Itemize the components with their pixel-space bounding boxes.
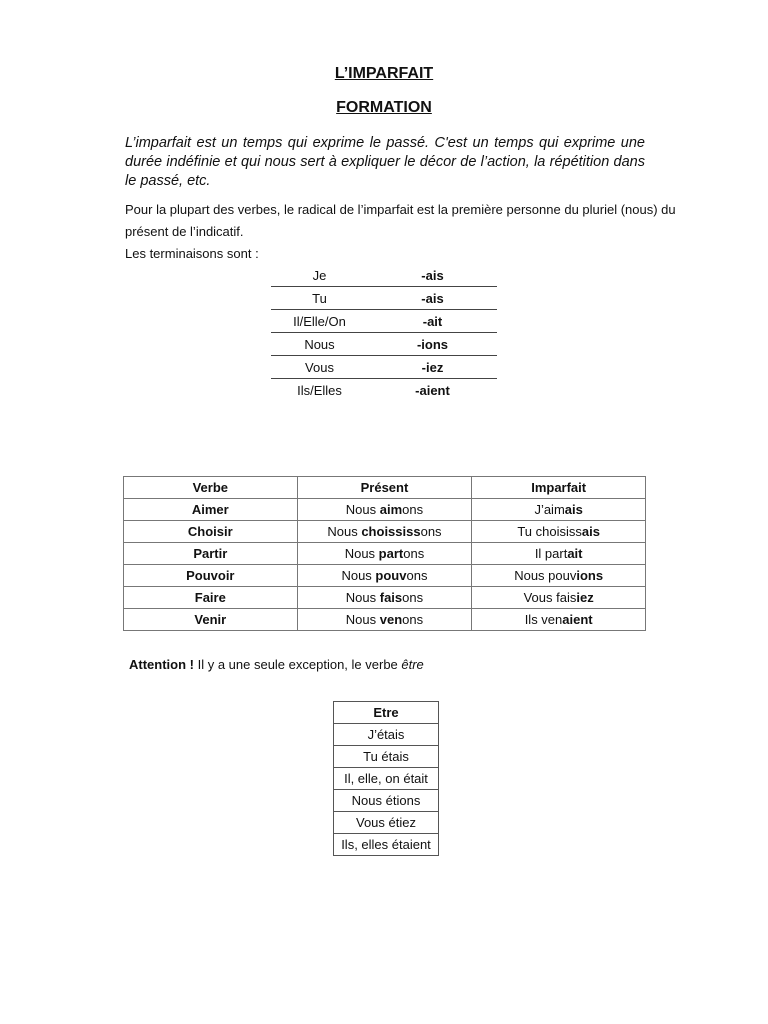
pronoun-cell: Nous [271, 333, 368, 356]
column-header-present: Présent [297, 477, 472, 499]
stem-highlight: aient [562, 612, 593, 627]
text-segment: ons [420, 524, 442, 539]
stem-highlight: fais [379, 590, 403, 605]
text-segment: ons [402, 612, 424, 627]
endings-row [271, 333, 497, 356]
stem-highlight: aim [379, 502, 403, 517]
stem-highlight: ais [564, 502, 583, 517]
present-cell [297, 565, 472, 587]
etre-cell: Tu étais [334, 746, 439, 768]
radical-paragraph: Pour la plupart des verbes, le radical de l’imparfait est la première personne du pluriel (nous) du présent de l’indicatif. [125, 202, 676, 239]
stem-highlight: ions [576, 568, 604, 583]
ending-cell: -aient [368, 379, 497, 402]
imparfait-cell [472, 521, 646, 543]
etre-row [334, 812, 439, 834]
verb-cell: Aimer [124, 499, 298, 521]
endings-row [271, 379, 497, 402]
verb-row [124, 499, 646, 521]
text-segment: Vous fais [523, 590, 577, 605]
intro-paragraph: L’imparfait est un temps qui exprime le passé. C'est un temps qui exprime une durée indéfinie et qui nous sert à expliquer le décor de l’action, la répétition dans le passé, etc. [125, 135, 645, 189]
etre-header-row [334, 702, 439, 724]
stem-highlight: ait [567, 546, 583, 561]
imparfait-cell [472, 587, 646, 609]
endings-row [271, 310, 497, 333]
column-header-imparfait: Imparfait [472, 477, 646, 499]
etre-table [333, 701, 439, 856]
text-segment: Nous [344, 546, 379, 561]
verb-cell: Venir [124, 609, 298, 631]
stem-highlight: ais [581, 524, 600, 539]
stem-highlight: ven [379, 612, 403, 627]
verb-row [124, 587, 646, 609]
exception-verb: être [401, 657, 424, 672]
text-segment: Ils ven [524, 612, 563, 627]
ending-cell: -ions [368, 333, 497, 356]
present-cell [297, 543, 472, 565]
etre-row [334, 790, 439, 812]
pronoun-cell: Vous [271, 356, 368, 379]
text-segment: Nous [327, 524, 362, 539]
imparfait-cell [472, 499, 646, 521]
present-cell [297, 609, 472, 631]
verb-cell: Pouvoir [124, 565, 298, 587]
stem-highlight: pouv [375, 568, 407, 583]
stem-highlight: part [378, 546, 404, 561]
ending-cell: -ais [421, 267, 444, 283]
present-cell [297, 521, 472, 543]
etre-header: Etre [334, 702, 439, 724]
ending-cell: -ait [368, 310, 497, 333]
text-segment: Nous pouv [514, 568, 577, 583]
attention-label: Attention ! [129, 657, 194, 672]
page-title: L’IMPARFAIT [334, 65, 434, 82]
pronoun-cell: Je [312, 267, 327, 283]
endings-table [271, 264, 497, 401]
verb-row [124, 609, 646, 631]
text-segment: J’aim [534, 502, 565, 517]
present-cell [297, 499, 472, 521]
verb-cell: Choisir [124, 521, 298, 543]
text-segment: ons [402, 590, 424, 605]
endings-row [271, 287, 497, 310]
verbs-table-header-row [124, 477, 646, 499]
etre-cell: Ils, elles étaient [334, 834, 439, 856]
attention-note [129, 657, 424, 672]
verb-cell: Faire [124, 587, 298, 609]
endings-row [271, 264, 497, 287]
text-segment: Il part [534, 546, 568, 561]
verb-row [124, 565, 646, 587]
ending-cell: -iez [368, 356, 497, 379]
etre-cell: Vous étiez [334, 812, 439, 834]
etre-row [334, 834, 439, 856]
text-segment: ons [403, 546, 425, 561]
ending-cell: -ais [368, 287, 497, 310]
etre-row [334, 746, 439, 768]
etre-cell: Il, elle, on était [334, 768, 439, 790]
column-header-verbe: Verbe [124, 477, 298, 499]
text-segment: Nous [345, 590, 380, 605]
text-segment: ons [402, 502, 424, 517]
etre-row [334, 724, 439, 746]
terminaisons-label: Les terminaisons sont : [125, 246, 259, 261]
etre-cell: J’étais [334, 724, 439, 746]
text-segment: Nous [345, 502, 380, 517]
verbs-table [123, 476, 646, 631]
present-cell [297, 587, 472, 609]
section-title: FORMATION [336, 99, 432, 116]
imparfait-cell [472, 565, 646, 587]
imparfait-cell [472, 609, 646, 631]
text-segment: Nous [345, 612, 380, 627]
text-segment: Tu choisiss [517, 524, 582, 539]
endings-row [271, 356, 497, 379]
pronoun-cell: Il/Elle/On [271, 310, 368, 333]
text-segment: Nous [341, 568, 376, 583]
text-segment: ons [406, 568, 428, 583]
verb-row [124, 543, 646, 565]
verb-cell: Partir [124, 543, 298, 565]
attention-text: Il y a une seule exception, le verbe [193, 657, 402, 672]
verb-row [124, 521, 646, 543]
stem-highlight: choississ [361, 524, 421, 539]
pronoun-cell: Ils/Elles [271, 379, 368, 402]
etre-cell: Nous étions [334, 790, 439, 812]
stem-highlight: iez [576, 590, 594, 605]
pronoun-cell: Tu [271, 287, 368, 310]
imparfait-cell [472, 543, 646, 565]
etre-row [334, 768, 439, 790]
